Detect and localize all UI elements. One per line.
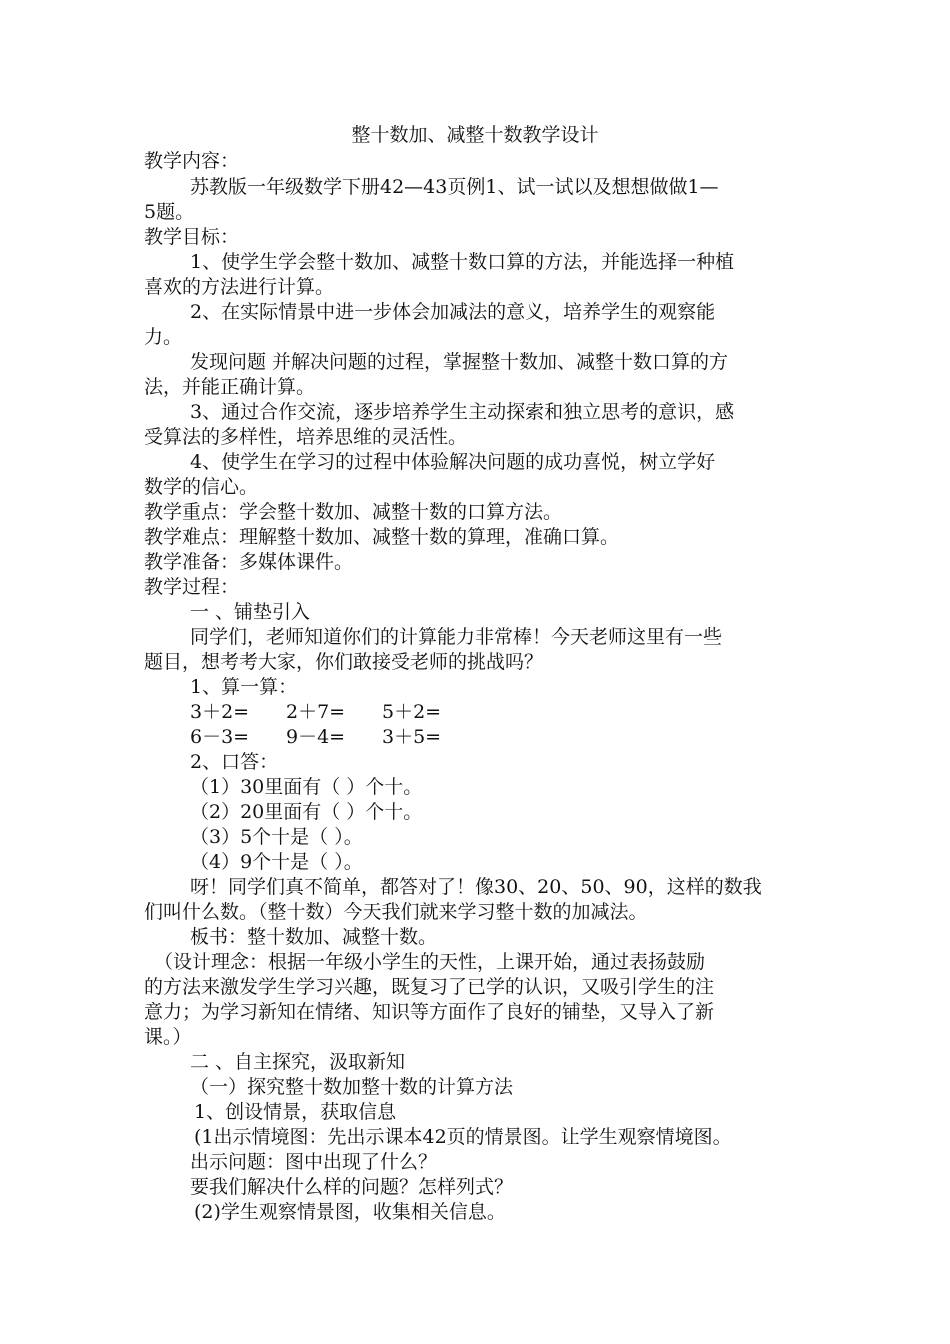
section-heading: 教学过程： xyxy=(144,576,240,598)
paragraph-line: 发现问题 并解决问题的过程，掌握整十数加、减整十数口算的方 xyxy=(190,351,729,373)
paragraph-line: 意力；为学习新知在情绪、知识等方面作了良好的铺垫，又导入了新 xyxy=(144,1001,715,1023)
calc-item: 9－4= xyxy=(286,726,346,748)
section-heading: 教学难点：理解整十数加、减整十数的算理，准确口算。 xyxy=(144,526,620,548)
paragraph-line: 1、使学生学会整十数加、减整十数口算的方法，并能选择一种植 xyxy=(190,251,735,273)
paragraph-line: 喜欢的方法进行计算。 xyxy=(144,276,335,298)
paragraph-line: 2、口答： xyxy=(190,751,279,773)
paragraph-line: 5题。 xyxy=(144,201,195,223)
paragraph-line: 3、通过合作交流，逐步培养学生主动探索和独立思考的意识，感 xyxy=(190,401,735,423)
question-item: （3）5个十是（ ）。 xyxy=(190,826,363,848)
calc-row xyxy=(144,700,860,725)
calc-item: 5＋2= xyxy=(382,701,442,723)
paragraph-line: 法，并能正确计算。 xyxy=(144,376,316,398)
page-title: 整十数加、减整十数教学设计 xyxy=(351,124,599,146)
section-heading: 教学目标： xyxy=(144,226,240,248)
paragraph-line: 呀！同学们真不简单，都答对了！像30、20、50、90，这样的数我 xyxy=(190,876,762,898)
paragraph-line: (1出示情境图：先出示课本42页的情景图。让学生观察情境图。 xyxy=(194,1126,732,1148)
paragraph-line: 苏教版一年级数学下册42—43页例1、试一试以及想想做做1— xyxy=(190,176,719,198)
paragraph-line: （设计理念：根据一年级小学生的天性，上课开始，通过表扬鼓励 xyxy=(154,951,706,973)
paragraph-line: 受算法的多样性，培养思维的灵活性。 xyxy=(144,426,468,448)
paragraph-line: 们叫什么数。（整十数）今天我们就来学习整十数的加减法。 xyxy=(144,901,648,923)
subsection-heading: （一）探究整十数加整十数的计算方法 xyxy=(190,1076,514,1098)
paragraph-line: 的方法来激发学生学习兴趣，既复习了已学的认识，又吸引学生的注 xyxy=(144,976,715,998)
question-item: （4）9个十是（ ）。 xyxy=(190,851,363,873)
subsection-heading: 一 、铺垫引入 xyxy=(190,601,311,623)
paragraph-line: 数学的信心。 xyxy=(144,476,259,498)
paragraph-line: 力。 xyxy=(144,326,183,348)
calc-row xyxy=(144,725,860,750)
calc-item: 3＋5= xyxy=(382,726,442,748)
subsection-heading: 二 、自主探究，汲取新知 xyxy=(190,1051,406,1073)
paragraph-line: 2、在实际情景中进一步体会加减法的意义，培养学生的观察能 xyxy=(190,301,716,323)
paragraph-line: 课。） xyxy=(144,1026,192,1048)
question-item: （1）30里面有（ ）个十。 xyxy=(190,776,423,798)
calc-item: 2＋7= xyxy=(286,701,346,723)
paragraph-line: 出示问题：图中出现了什么？ xyxy=(190,1151,438,1173)
calc-item: 6－3= xyxy=(190,726,250,748)
paragraph-line: 4、使学生在学习的过程中体验解决问题的成功喜悦，树立学好 xyxy=(190,451,716,473)
calc-item: 3＋2= xyxy=(190,701,250,723)
section-heading: 教学重点：学会整十数加、减整十数的口算方法。 xyxy=(144,501,563,523)
section-heading: 教学准备：多媒体课件。 xyxy=(144,551,354,573)
paragraph-line: (2)学生观察情景图，收集相关信息。 xyxy=(194,1201,506,1223)
paragraph-line: 板书：整十数加、减整十数。 xyxy=(190,926,438,948)
paragraph-line: 题目，想考考大家，你们敢接受老师的挑战吗？ xyxy=(144,651,544,673)
question-item: （2）20里面有（ ）个十。 xyxy=(190,801,423,823)
paragraph-line: 同学们，老师知道你们的计算能力非常棒！今天老师这里有一些 xyxy=(190,626,723,648)
paragraph-line: 1、算一算： xyxy=(190,676,298,698)
section-heading: 教学内容： xyxy=(144,150,240,172)
paragraph-line: 1、创设情景，获取信息 xyxy=(194,1101,397,1123)
paragraph-line: 要我们解决什么样的问题？怎样列式？ xyxy=(190,1176,514,1198)
